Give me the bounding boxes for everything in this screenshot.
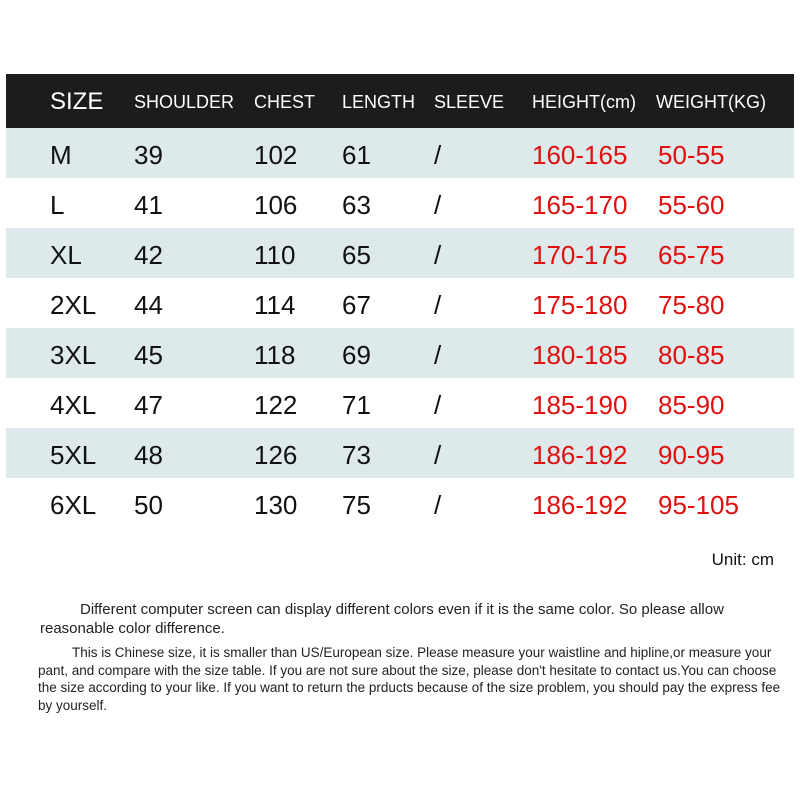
- header-weight: WEIGHT(KG): [656, 92, 766, 112]
- cell-shoulder: 48: [134, 440, 163, 470]
- cell-size: 5XL: [50, 440, 97, 470]
- cell-length: 65: [342, 240, 371, 270]
- cell-chest: 122: [254, 390, 298, 420]
- cell-weight: 75-80: [658, 290, 725, 320]
- cell-size: XL: [50, 240, 82, 270]
- table-row: [6, 328, 794, 378]
- cell-size: 2XL: [50, 290, 97, 320]
- cell-sleeve: /: [434, 140, 442, 170]
- cell-chest: 102: [254, 140, 298, 170]
- cell-weight: 65-75: [658, 240, 725, 270]
- cell-sleeve: /: [434, 190, 442, 220]
- cell-height: 180-185: [532, 340, 628, 370]
- size-chart-table: [6, 74, 794, 528]
- cell-weight: 55-60: [658, 190, 725, 220]
- cell-height: 170-175: [532, 240, 628, 270]
- size-disclaimer: This is Chinese size, it is smaller than US/European size. Please measure your waistline and hipline,or measure your pant, and compare with the size table. If you are not sure about the size, please don't hesitate to contact us.You can choose the size according to your like. If you want to return the prducts because of the size problem, you should pay the express fee by yourself.: [38, 645, 781, 713]
- header-chest: CHEST: [254, 92, 316, 112]
- table-row: [6, 178, 794, 228]
- header-height: HEIGHT(cm): [532, 92, 636, 112]
- cell-sleeve: /: [434, 440, 442, 470]
- cell-weight: 50-55: [658, 140, 725, 170]
- cell-length: 67: [342, 290, 371, 320]
- cell-height: 186-192: [532, 440, 628, 470]
- cell-size: 6XL: [50, 490, 97, 520]
- cell-length: 73: [342, 440, 371, 470]
- cell-size: L: [50, 190, 65, 220]
- cell-height: 165-170: [532, 190, 628, 220]
- cell-weight: 85-90: [658, 390, 725, 420]
- table-row: [6, 378, 794, 428]
- cell-shoulder: 42: [134, 240, 163, 270]
- table-body: [6, 128, 794, 528]
- cell-chest: 126: [254, 440, 298, 470]
- cell-length: 63: [342, 190, 371, 220]
- cell-length: 61: [342, 140, 371, 170]
- header-shoulder: SHOULDER: [134, 92, 235, 112]
- cell-sleeve: /: [434, 240, 442, 270]
- cell-weight: 80-85: [658, 340, 725, 370]
- cell-size: 4XL: [50, 390, 97, 420]
- header-length: LENGTH: [342, 92, 416, 112]
- cell-weight: 90-95: [658, 440, 725, 470]
- table-header-row: [6, 74, 794, 128]
- table-row: [6, 128, 794, 178]
- cell-weight: 95-105: [658, 490, 739, 520]
- cell-shoulder: 44: [134, 290, 163, 320]
- cell-sleeve: /: [434, 490, 442, 520]
- cell-size: M: [50, 140, 72, 170]
- table-row: [6, 478, 794, 528]
- cell-chest: 114: [254, 290, 296, 320]
- cell-shoulder: 45: [134, 340, 163, 370]
- cell-sleeve: /: [434, 340, 442, 370]
- cell-length: 75: [342, 490, 371, 520]
- cell-height: 175-180: [532, 290, 628, 320]
- header-sleeve: SLEEVE: [434, 92, 505, 112]
- unit-label: Unit: cm: [711, 550, 774, 569]
- header-size: SIZE: [50, 88, 104, 115]
- cell-shoulder: 47: [134, 390, 163, 420]
- cell-length: 71: [342, 390, 371, 420]
- cell-sleeve: /: [434, 290, 442, 320]
- cell-chest: 130: [254, 490, 298, 520]
- cell-shoulder: 41: [134, 190, 163, 220]
- color-disclaimer: Different computer screen can display different colors even if it is the same color. So please allow reasonable color difference.: [40, 601, 724, 637]
- table-row: [6, 428, 794, 478]
- table-row: [6, 228, 794, 278]
- cell-height: 186-192: [532, 490, 628, 520]
- cell-height: 185-190: [532, 390, 628, 420]
- cell-chest: 106: [254, 190, 298, 220]
- cell-shoulder: 50: [134, 490, 163, 520]
- cell-chest: 118: [254, 340, 296, 370]
- table-row: [6, 278, 794, 328]
- cell-chest: 110: [254, 240, 296, 270]
- cell-length: 69: [342, 340, 371, 370]
- cell-height: 160-165: [532, 140, 628, 170]
- cell-sleeve: /: [434, 390, 442, 420]
- cell-shoulder: 39: [134, 140, 163, 170]
- cell-size: 3XL: [50, 340, 97, 370]
